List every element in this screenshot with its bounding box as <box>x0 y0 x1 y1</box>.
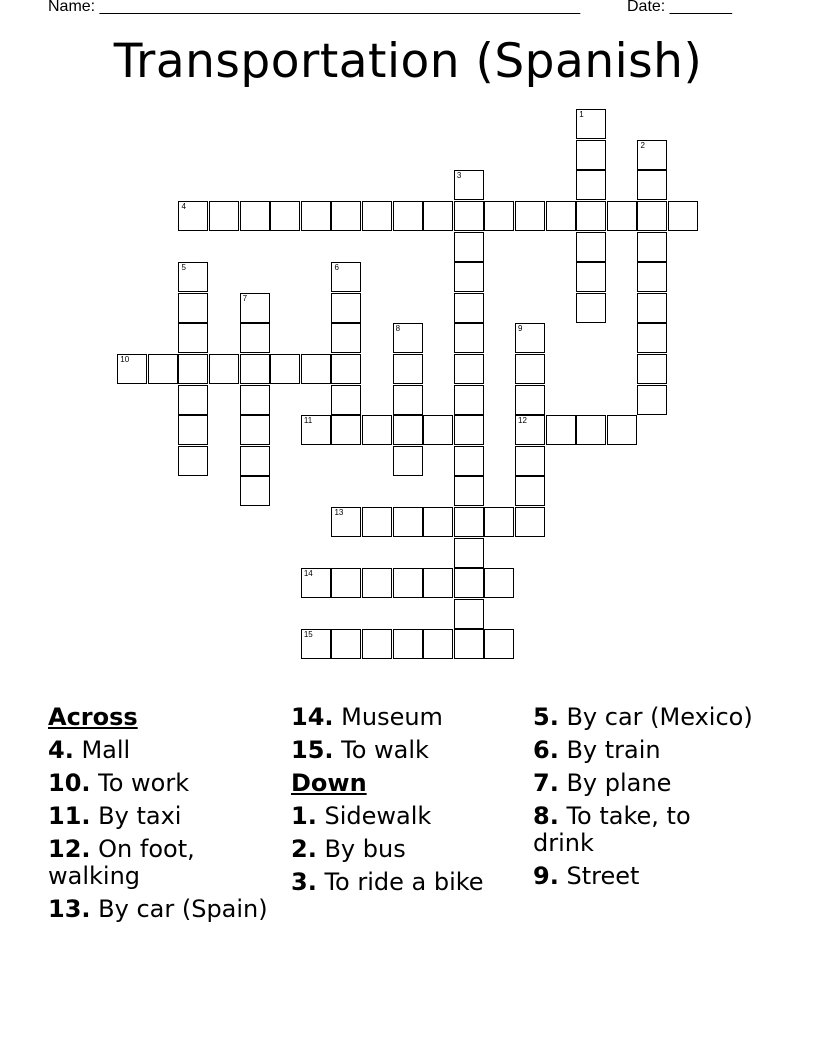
grid-cell[interactable] <box>637 262 667 292</box>
grid-cell[interactable] <box>301 629 331 659</box>
clue-across-13: 13. By car (Spain) <box>48 895 268 923</box>
grid-cell[interactable] <box>637 140 667 170</box>
grid-cell[interactable] <box>331 323 361 353</box>
grid-cell[interactable] <box>637 201 667 231</box>
grid-cell[interactable] <box>454 232 484 262</box>
grid-cell[interactable] <box>393 446 423 476</box>
grid-cell[interactable] <box>393 568 423 598</box>
grid-cell[interactable] <box>546 201 576 231</box>
grid-cell[interactable] <box>393 354 423 384</box>
page-title: Transportation (Spanish) <box>113 34 703 89</box>
grid-cell[interactable] <box>454 293 484 323</box>
down-heading: Down <box>291 769 367 797</box>
grid-cell[interactable] <box>637 170 667 200</box>
clue-number: 11 <box>303 416 313 426</box>
grid-cell[interactable] <box>270 201 300 231</box>
grid-cell[interactable] <box>362 568 392 598</box>
clue-across-12: 12. On foot, walking <box>48 835 195 890</box>
grid-cell[interactable] <box>668 201 698 231</box>
grid-cell[interactable] <box>362 507 392 537</box>
grid-cell[interactable] <box>515 476 545 506</box>
grid-cell[interactable] <box>178 385 208 415</box>
clue-down-6: 6. By train <box>533 736 661 764</box>
grid-cell[interactable] <box>576 170 606 200</box>
clue-number: 3 <box>456 171 462 181</box>
grid-cell[interactable] <box>240 476 270 506</box>
grid-cell[interactable] <box>393 201 423 231</box>
clue-down-3: 3. To ride a bike <box>291 868 484 896</box>
grid-cell[interactable] <box>454 354 484 384</box>
grid-cell[interactable] <box>209 201 239 231</box>
clue-number: 8 <box>395 324 401 334</box>
grid-cell[interactable] <box>178 354 208 384</box>
grid-cell[interactable] <box>423 629 453 659</box>
grid-cell[interactable] <box>637 385 667 415</box>
grid-cell[interactable] <box>270 354 300 384</box>
clue-down-9: 9. Street <box>533 862 640 890</box>
grid-cell[interactable] <box>576 232 606 262</box>
grid-cell[interactable] <box>454 385 484 415</box>
grid-cell[interactable] <box>362 415 392 445</box>
grid-cell[interactable] <box>301 354 331 384</box>
grid-cell[interactable] <box>331 568 361 598</box>
clue-number: 6 <box>334 263 339 273</box>
grid-cell[interactable] <box>178 201 208 231</box>
clue-number: 2 <box>640 140 645 150</box>
grid-cell[interactable] <box>178 323 208 353</box>
grid-cell[interactable] <box>331 507 361 537</box>
clue-number: 15 <box>303 630 313 640</box>
grid-cell[interactable] <box>423 415 453 445</box>
clue-down-7: 7. By plane <box>533 769 672 797</box>
grid-cell[interactable] <box>393 629 423 659</box>
clue-number: 1 <box>579 110 584 120</box>
grid-cell[interactable] <box>423 507 453 537</box>
grid-cell[interactable] <box>515 385 545 415</box>
grid-cell[interactable] <box>331 629 361 659</box>
grid-cell[interactable] <box>515 323 545 353</box>
grid-cell[interactable] <box>607 201 637 231</box>
grid-cell[interactable] <box>454 599 484 629</box>
grid-cell[interactable] <box>178 415 208 445</box>
grid-cell[interactable] <box>515 446 545 476</box>
grid-cell[interactable] <box>362 201 392 231</box>
grid-cell[interactable] <box>301 415 331 445</box>
grid-cell[interactable] <box>576 109 606 139</box>
grid-cell[interactable] <box>515 354 545 384</box>
grid-cell[interactable] <box>454 629 484 659</box>
grid-cell[interactable] <box>454 201 484 231</box>
grid-cell[interactable] <box>393 415 423 445</box>
across-heading: Across <box>48 703 138 731</box>
grid-cell[interactable] <box>331 385 361 415</box>
clue-down-5: 5. By car (Mexico) <box>533 703 753 731</box>
grid-cell[interactable] <box>331 354 361 384</box>
grid-cell[interactable] <box>117 354 147 384</box>
grid-cell[interactable] <box>607 415 637 445</box>
grid-cell[interactable] <box>240 446 270 476</box>
grid-cell[interactable] <box>331 293 361 323</box>
grid-cell[interactable] <box>331 201 361 231</box>
grid-cell[interactable] <box>240 323 270 353</box>
grid-cell[interactable] <box>454 323 484 353</box>
grid-cell[interactable] <box>576 293 606 323</box>
grid-cell[interactable] <box>454 568 484 598</box>
grid-cell[interactable] <box>240 201 270 231</box>
clues-column-1 <box>48 704 273 929</box>
clue-across-10: 10. To work <box>48 769 190 797</box>
grid-cell[interactable] <box>576 201 606 231</box>
clue-number: 10 <box>120 355 130 365</box>
grid-cell[interactable] <box>576 415 606 445</box>
clue-number: 5 <box>181 263 186 273</box>
grid-cell[interactable] <box>240 354 270 384</box>
grid-cell[interactable] <box>484 629 514 659</box>
grid-cell[interactable] <box>240 293 270 323</box>
grid-cell[interactable] <box>637 293 667 323</box>
grid-cell[interactable] <box>484 507 514 537</box>
grid-cell[interactable] <box>454 538 484 568</box>
clue-across-15: 15. To walk <box>291 736 429 764</box>
clue-number: 4 <box>181 202 186 212</box>
name-field-label: Name: ______________________________________________________ <box>48 0 581 15</box>
grid-cell[interactable] <box>393 507 423 537</box>
clue-number: 12 <box>518 416 527 426</box>
clue-number: 9 <box>518 324 523 334</box>
clue-down-1: 1. Sidewalk <box>291 802 432 830</box>
grid-cell[interactable] <box>515 415 545 445</box>
grid-cell[interactable] <box>301 201 331 231</box>
grid-cell[interactable] <box>362 629 392 659</box>
grid-cell[interactable] <box>148 354 178 384</box>
grid-cell[interactable] <box>637 323 667 353</box>
clue-across-14: 14. Museum <box>291 703 443 731</box>
grid-cell[interactable] <box>515 507 545 537</box>
grid-cell[interactable] <box>637 354 667 384</box>
grid-cell[interactable] <box>178 446 208 476</box>
date-field-label: Date: _______ <box>627 0 732 15</box>
clue-down-2: 2. By bus <box>291 835 406 863</box>
clue-down-8: 8. To take, to drink <box>533 802 691 857</box>
grid-cell[interactable] <box>454 415 484 445</box>
grid-cell[interactable] <box>546 415 576 445</box>
grid-cell[interactable] <box>515 201 545 231</box>
clue-across-11: 11. By taxi <box>48 802 182 830</box>
grid-cell[interactable] <box>178 262 208 292</box>
grid-cell[interactable] <box>240 385 270 415</box>
grid-cell[interactable] <box>331 415 361 445</box>
grid-cell[interactable] <box>637 232 667 262</box>
clue-number: 14 <box>303 569 313 579</box>
grid-cell[interactable] <box>454 170 484 200</box>
grid-cell[interactable] <box>576 262 606 292</box>
grid-cell[interactable] <box>301 568 331 598</box>
grid-cell[interactable] <box>454 262 484 292</box>
grid-cell[interactable] <box>454 507 484 537</box>
clues-column-3 <box>533 704 758 896</box>
clue-number: 13 <box>334 508 344 518</box>
clue-number: 7 <box>242 293 248 303</box>
clue-across-4: 4. Mall <box>48 736 131 764</box>
grid-cell[interactable] <box>484 568 514 598</box>
grid-cell[interactable] <box>240 415 270 445</box>
grid-cell[interactable] <box>331 262 361 292</box>
clues-column-2 <box>291 704 516 902</box>
grid-cell[interactable] <box>423 201 453 231</box>
grid-cell[interactable] <box>393 323 423 353</box>
grid-cell[interactable] <box>178 293 208 323</box>
grid-cell[interactable] <box>454 476 484 506</box>
grid-cell[interactable] <box>484 201 514 231</box>
grid-cell[interactable] <box>454 446 484 476</box>
grid-cell[interactable] <box>576 140 606 170</box>
grid-cell[interactable] <box>393 385 423 415</box>
grid-cell[interactable] <box>209 354 239 384</box>
grid-cell[interactable] <box>423 568 453 598</box>
